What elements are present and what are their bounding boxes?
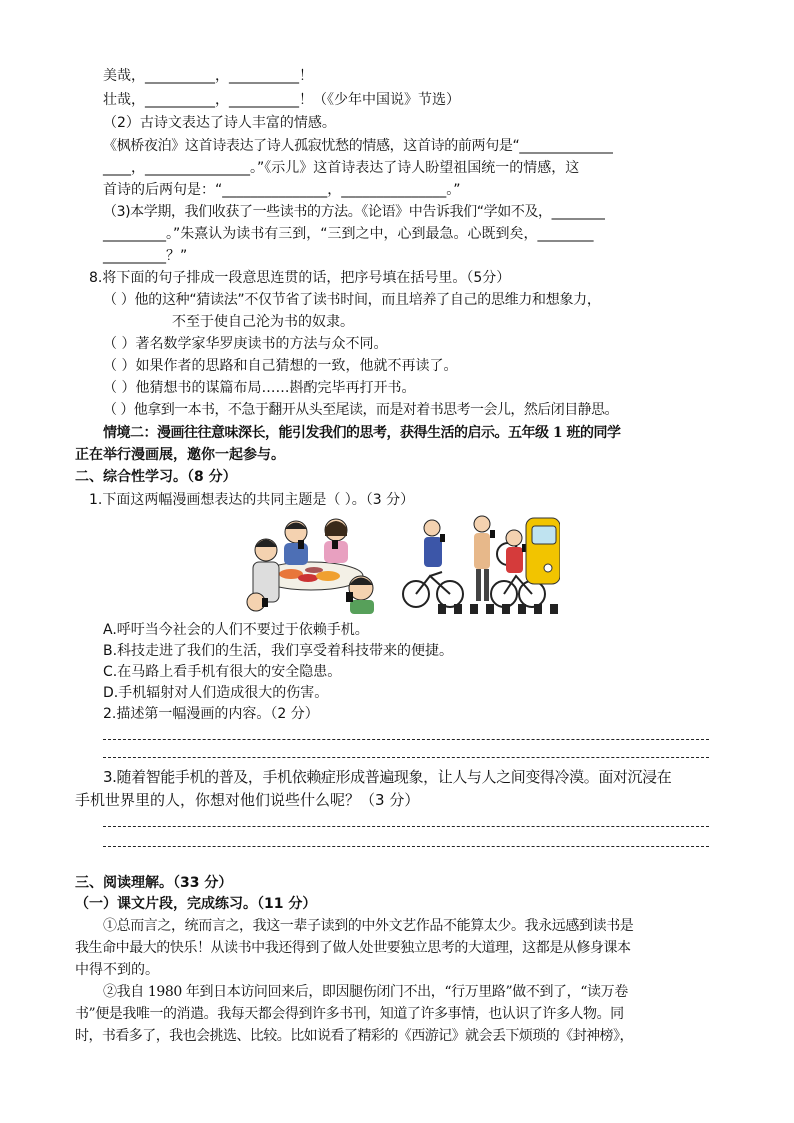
- sentence-option-3: （ ）如果作者的思路和自己猜想的一致，他就不再读了。: [103, 358, 458, 374]
- poem-line-2: 壮哉，__________，__________！（《少年中国说》节选）: [103, 92, 460, 108]
- question-3-stem-cont: 手机世界里的人，你想对他们说些什么呢？（3 分）: [75, 791, 420, 809]
- scenario-2-intro: 情境二：漫画往往意味深长，能引发我们的思考，获得生活的启示。五年级 1 班的同学: [103, 425, 621, 441]
- answer-line: [103, 757, 709, 758]
- answer-line: [103, 739, 709, 740]
- question-2-stem: 2.描述第一幅漫画的内容。（2 分）: [103, 706, 319, 722]
- option-a: A.呼吁当今社会的人们不要过于依赖手机。: [103, 622, 369, 638]
- question-7-3-line-2: _________。”朱熹认为读书有三到，“三到之中，心到最急。心既到矣，________: [103, 226, 594, 242]
- question-7-3-line-1: （3)本学期，我们收获了一些读书的方法。《论语》中告诉我们“学如不及，________: [103, 204, 605, 220]
- option-d: D.手机辐射对人们造成很大的伤害。: [103, 685, 329, 701]
- street-phones-cartoon: [398, 510, 560, 614]
- question-7-2-line-3: 首诗的后两句是：“_______________，_______________。”: [103, 182, 461, 198]
- cartoon-2-image: [398, 510, 560, 614]
- poem-line-1: 美哉，__________，__________！: [103, 68, 313, 84]
- option-b: B.科技走进了我们的生活，我们享受着科技带来的便捷。: [103, 643, 454, 659]
- sentence-option-5: （ ）他拿到一本书，不急于翻开从头至尾读，而是对着书思考一会儿，然后闭目静思。: [103, 402, 618, 418]
- option-c: C.在马路上看手机有很大的安全隐患。: [103, 664, 342, 680]
- question-3-stem: 3.随着智能手机的普及，手机依赖症形成普遍现象，让人与人之间变得冷漠。面对沉浸在: [103, 768, 672, 786]
- passage-paragraph-2-cont: 时，书看多了，我也会挑选、比较。比如说看了精彩的《西游记》就会丢下烦琐的《封神榜》，: [75, 1028, 633, 1044]
- question-1-stem: 1.下面这两幅漫画想表达的共同主题是（ ）。（3 分）: [89, 492, 415, 508]
- passage-paragraph-1: ①总而言之，统而言之，我这一辈子读到的中外文艺作品不能算太少。我永远感到读书是: [103, 918, 634, 934]
- sentence-option-2: （ ）著名数学家华罗庚读书的方法与众不同。: [103, 336, 388, 352]
- passage-paragraph-1-end: 中得不到的。: [75, 962, 159, 978]
- question-7-3-line-3: _________？”: [103, 248, 188, 264]
- family-dinner-phones-cartoon: [236, 510, 382, 614]
- cartoon-1-image: [236, 510, 382, 614]
- sentence-option-4: （ ）他猜想书的谋篇布局……斟酌完毕再打开书。: [103, 380, 416, 396]
- passage-1-heading: （一）课文片段，完成练习。（11 分）: [75, 896, 317, 912]
- question-7-2: （2）古诗文表达了诗人丰富的情感。: [103, 115, 336, 131]
- question-7-2-line-2: ____，_______________。”《示儿》这首诗表达了诗人盼望祖国统一的情感，这: [103, 160, 580, 176]
- answer-line: [103, 826, 709, 827]
- passage-paragraph-2: ②我自 1980 年到日本访问回来后，即因腿伤闭门不出，“行万里路”做不到了，“读万卷: [103, 984, 628, 1000]
- section-3-heading: 三、阅读理解。（33 分）: [75, 875, 233, 891]
- question-7-2-line-1: 《枫桥夜泊》这首诗表达了诗人孤寂忧愁的情感，这首诗的前两句是“______________: [103, 138, 613, 154]
- sentence-option-1-cont: 不至于使自己沦为书的奴隶。: [172, 314, 354, 330]
- passage-paragraph-2-cont: 书”便是我唯一的消遣。我每天都会得到许多书刊，知道了许多事情，也认识了许多人物。同: [75, 1006, 624, 1022]
- answer-line: [103, 846, 709, 847]
- passage-paragraph-1-cont: 我生命中最大的快乐！从读书中我还得到了做人处世要独立思考的大道理，这都是从修身课本: [75, 940, 631, 956]
- question-8-heading: 8.将下面的句子排成一段意思连贯的话，把序号填在括号里。（5分）: [89, 270, 511, 286]
- scenario-2-intro-cont: 正在举行漫画展，邀你一起参与。: [75, 447, 285, 463]
- sentence-option-1: （ ）他的这种“猜读法”不仅节省了读书时间，而且培养了自己的思维力和想象力，: [103, 292, 601, 308]
- section-2-heading: 二、综合性学习。（8 分）: [75, 469, 237, 485]
